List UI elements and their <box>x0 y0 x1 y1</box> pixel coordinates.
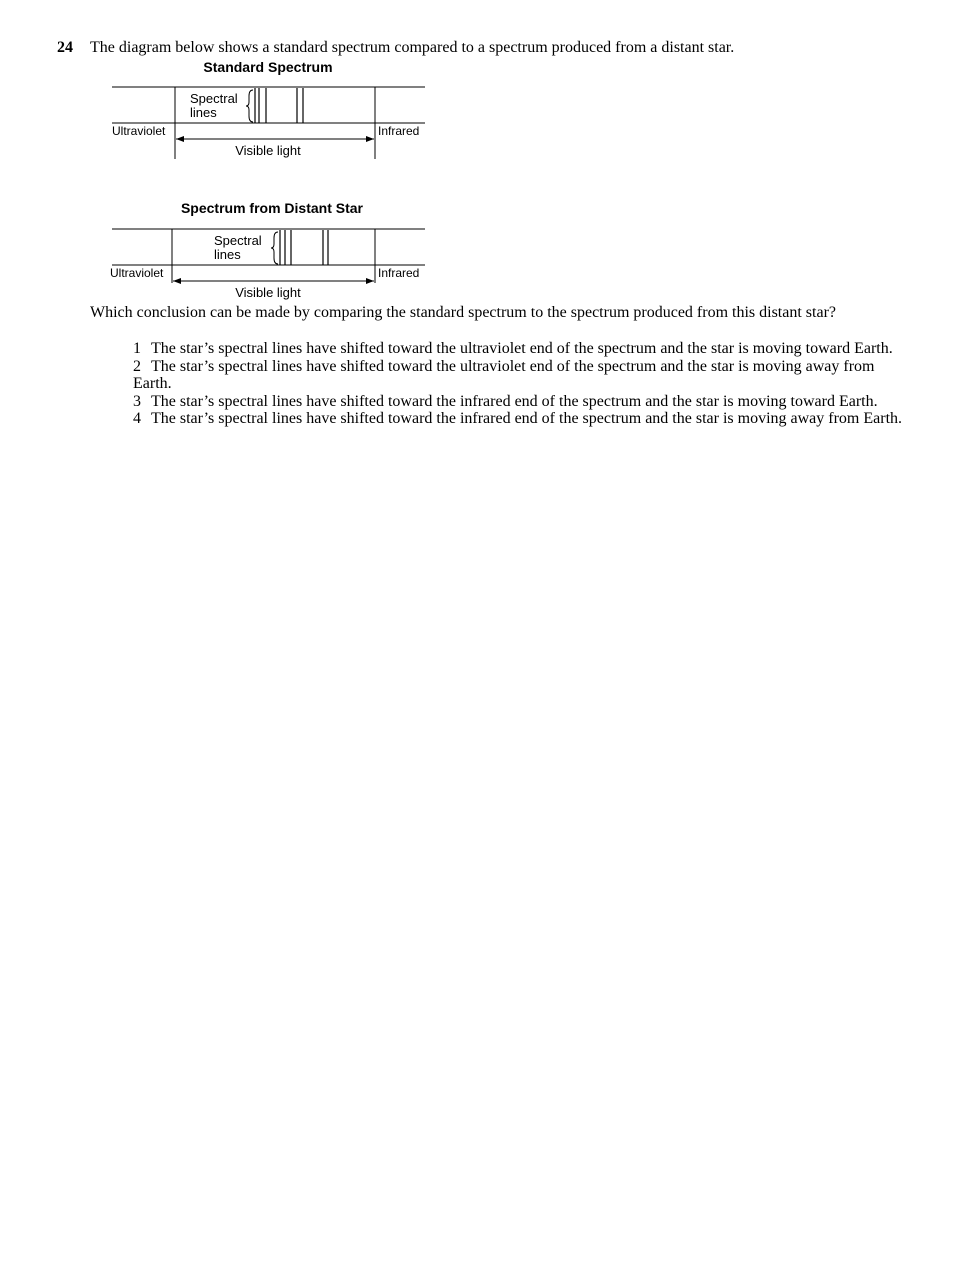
choice-number: 3 <box>133 392 141 410</box>
standard-spectral-lines <box>255 88 303 123</box>
spectrum-diagram <box>108 56 438 309</box>
question-text: The diagram below shows a standard spectrum compared to a spectrum produced from a distant star. <box>90 39 735 56</box>
standard-ultraviolet-label: Ultraviolet <box>112 124 166 138</box>
answer-choice-1[interactable] <box>133 340 933 358</box>
answer-choice-3[interactable] <box>133 393 933 411</box>
distant-spectral-label-2: lines <box>214 247 241 262</box>
choice-text: The star’s spectral lines have shifted toward the infrared end of the spectrum and the star is moving toward Earth. <box>151 392 878 410</box>
question-stem: Which conclusion can be made by comparing the standard spectrum to the spectrum produced from this distant star? <box>90 304 836 321</box>
standard-arrowhead-right <box>366 136 374 142</box>
distant-spectral-label-1: Spectral <box>214 233 262 248</box>
standard-spectral-label-1: Spectral <box>190 91 238 106</box>
standard-arrowhead-left <box>176 136 184 142</box>
distant-infrared-label: Infrared <box>378 266 420 280</box>
distant-spectrum-title: Spectrum from Distant Star <box>180 200 364 216</box>
standard-spectral-label-2: lines <box>190 105 217 120</box>
choice-text: The star’s spectral lines have shifted toward the ultraviolet end of the spectrum and the star is moving away from Earth. <box>133 357 875 393</box>
spectrum-diagram-svg <box>108 56 438 304</box>
answer-choice-2[interactable] <box>133 358 903 393</box>
choice-number: 4 <box>133 410 141 428</box>
standard-brace <box>246 90 253 122</box>
distant-arrowhead-right <box>366 278 374 284</box>
distant-arrowhead-left <box>173 278 181 284</box>
question-number: 24 <box>57 39 73 56</box>
distant-visible-light-label: Visible light <box>235 285 301 300</box>
distant-brace <box>271 232 278 264</box>
answer-choices <box>133 340 933 428</box>
answer-choice-4[interactable] <box>133 410 933 428</box>
standard-visible-light-label: Visible light <box>235 143 301 158</box>
distant-ultraviolet-label: Ultraviolet <box>110 266 164 280</box>
choice-number: 2 <box>133 357 141 375</box>
choice-text: The star’s spectral lines have shifted toward the ultraviolet end of the spectrum and the star is moving toward Earth. <box>151 340 893 357</box>
distant-spectral-lines <box>280 230 328 265</box>
standard-spectrum-title: Standard Spectrum <box>203 59 333 75</box>
choice-number: 1 <box>133 340 141 357</box>
choice-text: The star’s spectral lines have shifted toward the infrared end of the spectrum and the star is moving away from Earth. <box>151 410 903 428</box>
standard-infrared-label: Infrared <box>378 124 420 138</box>
